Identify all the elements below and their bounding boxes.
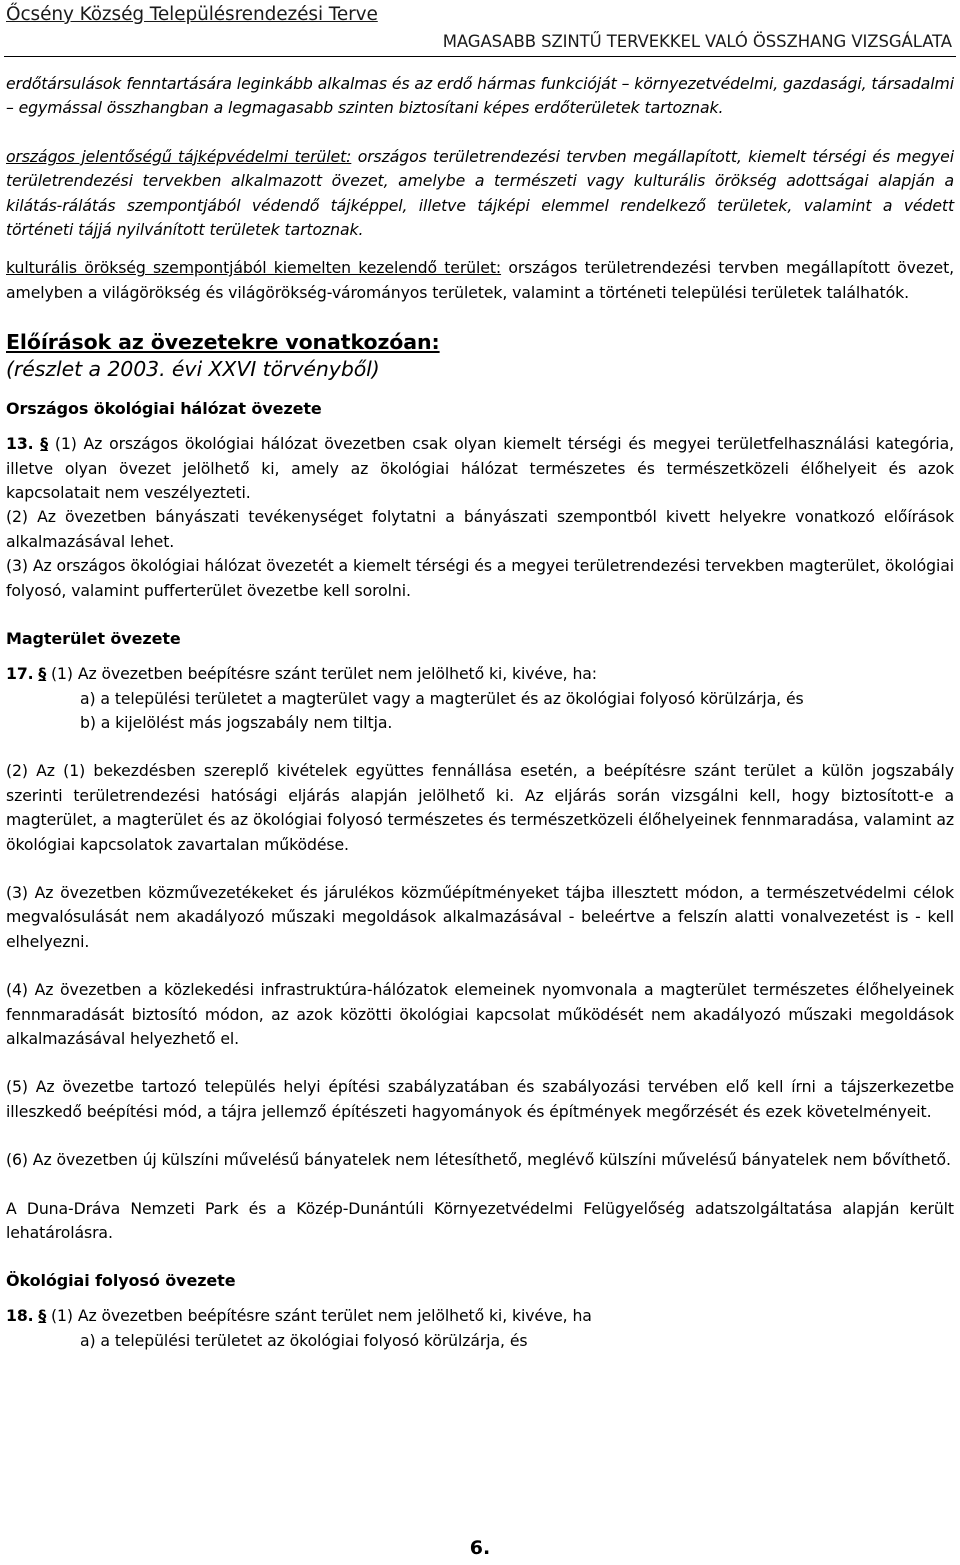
paragraph-17-1-text: (1) Az övezetben beépítésre szánt terület nem jelölhető ki, kivéve, ha: <box>46 664 597 684</box>
heading-okologiai-folyoso: Ökológiai folyosó övezete <box>6 1271 236 1291</box>
paragraph-mark: § <box>38 664 47 684</box>
paragraph-17-7: A Duna-Dráva Nemzeti Park és a Közép-Dunántúli Környezetvédelmi Felügyelőség adatszolgáltatása alapján került lehatárolásra. <box>6 1198 954 1242</box>
header-divider <box>4 56 956 57</box>
paragraph-18-1-text: (1) Az övezetben beépítésre szánt terület nem jelölhető ki, kivéve, ha <box>46 1306 592 1326</box>
paragraph-17-6: (6) Az övezetben új külszíni művelésű bányatelek nem létesíthető, meglévő külszíni művelésű bányatelek nem bővíthető. <box>6 1150 951 1170</box>
heading-magterulet: Magterület övezete <box>6 629 181 649</box>
section-number-17: 17. <box>6 664 34 684</box>
paragraph-17-5: (5) Az övezetbe tartozó település helyi építési szabályzatában és szabályozási tervében elő kell írni a tájszerkezetbe illeszkedő beépítési mód, a tájra jellemző építészeti hagyományok és építmények megőrzését és ezek követelményeit. <box>6 1077 954 1121</box>
paragraph-mark: § <box>40 434 49 454</box>
document-subtitle: MAGASABB SZINTŰ TERVEKKEL VALÓ ÖSSZHANG VIZSGÁLATA <box>442 32 952 51</box>
page-number: 6. <box>469 1537 491 1559</box>
heading-okologiai-halozat: Országos ökológiai hálózat övezete <box>6 399 322 419</box>
term-tajkepvedelmi: országos jelentőségű tájképvédelmi terület: <box>6 146 352 166</box>
page-header <box>0 0 960 62</box>
paragraph-17-4: (4) Az övezetben a közlekedési infrastruktúra-hálózatok elemeinek nyomvonala a magterület természetes élőhelyeinek fennmaradását biztosító módon, az azok közötti ökológiai kapcsolat működését nem akadályozó műszaki megoldások alkalmazásával helyezhető el. <box>6 980 954 1048</box>
paragraph-18-1 <box>6 1304 954 1328</box>
definition-tajkepvedelmi: országos területrendezési tervben megállapított, kiemelt térségi és megyei területrendezési tervekben alkalmazott övezet, amelybe a természeti vagy kulturális örökség adottságai alapján a kilátás-rálátás szempontjából védendő tájképpel, illetve tájképi elemmel rendelkező területek, valamint a védett történeti tájjá nyilvánított területek tartoznak. <box>6 146 954 240</box>
list-item-17-b: b) a kijelölést más jogszabály nem tiltja. <box>80 712 393 732</box>
term-kulturalis-orokseg: kulturális örökség szempontjából kiemelten kezelendő terület: <box>6 258 502 278</box>
intro-paragraph-2 <box>6 145 954 243</box>
list-item-18-a: a) a települési területet az ökológiai folyosó körülzárja, és <box>80 1330 528 1350</box>
paragraph-13-3: (3) Az országos ökológiai hálózat övezetét a kiemelt térségi és a megyei területrendezési tervekben magterület, ökológiai folyosó, valamint pufferterület övezetbe kell sorolni. <box>6 556 954 600</box>
paragraph-13-1-text: (1) Az országos ökológiai hálózat övezetben csak olyan kiemelt térségi és megyei területfelhasználási kategória, illetve olyan övezet jelölhető ki, amely az ökológiai hálózat természetes és természetközeli élőhelyeit és azok kapcsolatait nem veszélyezteti. <box>6 434 954 503</box>
intro-paragraph-1: erdőtársulások fenntartására leginkább alkalmas és az erdő hármas funkcióját – környezetvédelmi, gazdasági, társadalmi – egymással összhangban a legmagasabb szinten biztosítani képes erdőterületek tartoznak. <box>6 74 954 118</box>
section-number-18: 18. <box>6 1306 34 1326</box>
paragraph-13-1 <box>6 432 954 505</box>
section-heading: Előírások az övezetekre vonatkozóan: <box>6 330 440 355</box>
definition-kulturalis-orokseg: országos területrendezési tervben megállapított övezet, amelyben a világörökség és világörökség-várományos területek, valamint a történeti települési területek találhatók. <box>6 258 955 302</box>
document-body <box>6 72 954 1353</box>
paragraph-17-2: (2) Az (1) bekezdésben szereplő kivételek együttes fennállása esetén, a beépítésre szánt terület a külön jogszabály szerinti területrendezési hatósági eljárás alapján jelölhető ki. Az eljárás során vizsgálni kell, hogy biztosított-e a magterület, a magterület és az ökológiai folyosó természetes és természetközeli élőhelyeinek fennmaradása, valamint az ökológiai kapcsolatok zavartalan működése. <box>6 761 954 854</box>
paragraph-17-1 <box>6 662 954 686</box>
document-title: Őcsény Község Településrendezési Terve <box>6 4 378 25</box>
list-item-17-a: a) a települési területet a magterület vagy a magterület és az ökológiai folyosó körülzárja, és <box>80 688 804 708</box>
paragraph-13-2: (2) Az övezetben bányászati tevékenységet folytatni a bányászati szempontból kivett helyekre vonatkozó előírások alkalmazásával lehet. <box>6 507 954 551</box>
paragraph-17-3: (3) Az övezetben közművezetékeket és járulékos közműépítményeket tájba illesztett módon, a természetvédelmi célok megvalósulását nem akadályozó műszaki megoldások alkalmazásával - beleértve a felszín alatti vonalvezetést is - kell elhelyezni. <box>6 882 954 951</box>
section-number-13: 13. <box>6 434 34 454</box>
paragraph-mark: § <box>38 1306 47 1326</box>
section-subheading: (részlet a 2003. évi XXVI törvényből) <box>6 357 380 382</box>
intro-paragraph-3 <box>6 256 954 305</box>
